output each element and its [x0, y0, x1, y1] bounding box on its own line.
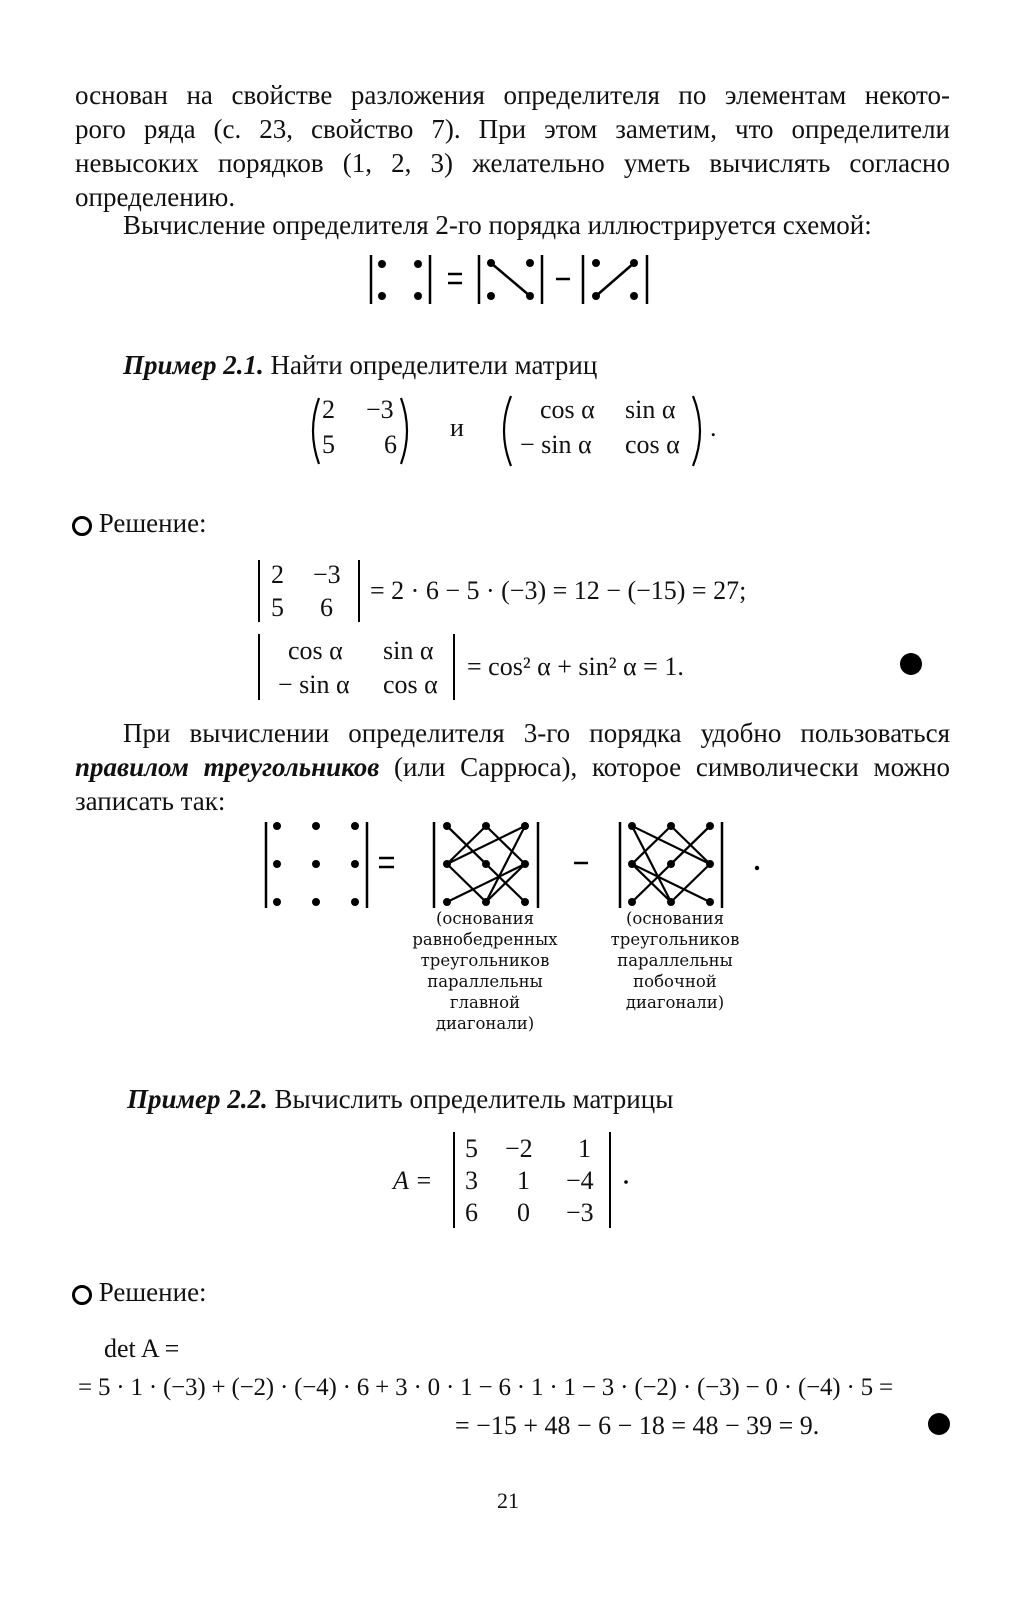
- intro-line-2: рого ряда (с. 23, свойство 7). При этом заметим, что определители: [75, 114, 950, 144]
- det-1-a22: 6: [320, 593, 333, 622]
- solution-2-heading: [72, 1275, 207, 1309]
- solution-circle-icon: [72, 516, 92, 536]
- example-2-1-heading: [123, 348, 597, 382]
- sarrus-line-3: записать так:: [75, 786, 226, 816]
- caption-secondary-diagonal: [585, 908, 765, 1013]
- solution-circle-icon: [72, 1285, 92, 1305]
- matrix-2-a21: − sin α: [520, 430, 592, 459]
- det-1-a21: 5: [271, 593, 284, 622]
- caption-left-line: треугольников: [420, 951, 550, 970]
- example-2-2-text: Вычислить определитель матрицы: [274, 1084, 674, 1114]
- caption-right-line: диагонали): [625, 993, 725, 1012]
- matrix-1-a12: −3: [366, 395, 394, 424]
- intro-line-3: невысоких порядков (1, 2, 3) желательно уметь вычислять согласно: [75, 148, 950, 178]
- det-a-line-1: det A =: [104, 1334, 180, 1363]
- caption-right-line: треугольников: [610, 930, 740, 949]
- caption-left-line: равнобедренных: [412, 930, 558, 949]
- matrix-a-r1c2: −2: [505, 1134, 533, 1163]
- caption-left-line: диагонали): [435, 1014, 535, 1033]
- scheme-sentence: Вычисление определителя 2-го порядка иллюстрируется схемой:: [123, 210, 872, 240]
- matrix-2-a12: sin α: [625, 395, 676, 424]
- matrix-a-r2c1: 3: [465, 1166, 478, 1195]
- example-2-2-label: Пример 2.2.: [127, 1084, 268, 1114]
- det-2-a22: cos α: [383, 670, 438, 699]
- matrix-a-r1c1: 5: [465, 1134, 478, 1163]
- solution-1-heading: [72, 506, 207, 540]
- caption-left-line: (основания: [435, 909, 535, 928]
- caption-left-line: параллельны: [427, 972, 543, 991]
- det-a-line-2: = 5 · 1 · (−3) + (−2) · (−4) · 6 + 3 · 0 · 1 − 6 · 1 · 1 − 3 · (−2) · (−3) − 0 · (−4) · 5 =: [78, 1374, 893, 1401]
- matrix-2-a11: cos α: [540, 395, 595, 424]
- matrix-a-name: [393, 1166, 432, 1196]
- end-of-solution-icon: [900, 653, 922, 675]
- solution-1-label: Решение:: [98, 508, 207, 538]
- det-2-a12: sin α: [383, 636, 434, 665]
- caption-left-line: главной: [449, 993, 521, 1012]
- det-1-a11: 2: [271, 560, 284, 589]
- matrix-a-r3c3: −3: [566, 1198, 594, 1227]
- matrix-1-a22: 6: [384, 430, 397, 459]
- det-2-a11: cos α: [288, 636, 343, 665]
- example-2-1-text: Найти определители матриц: [270, 350, 598, 380]
- matrix-a-r2c2: 1: [517, 1166, 530, 1195]
- solution-2-label: Решение:: [98, 1277, 207, 1307]
- det-2-a21: − sin α: [278, 670, 350, 699]
- matrix-a-r2c3: −4: [566, 1166, 594, 1195]
- matrix-1-a11: 2: [322, 395, 335, 424]
- caption-right-line: (основания: [625, 909, 725, 928]
- caption-main-diagonal: [395, 908, 575, 1034]
- conjunction-and: и: [450, 413, 464, 442]
- sarrus-rule-name: правилом треугольников: [75, 752, 380, 782]
- equation-2: = cos² α + sin² α = 1.: [467, 652, 684, 681]
- matrix-2-a22: cos α: [625, 430, 680, 459]
- intro-line-4: определению.: [75, 182, 236, 212]
- matrices-period: .: [710, 413, 717, 442]
- page-number: 21: [497, 1488, 519, 1513]
- caption-right-line: параллельны: [617, 951, 733, 970]
- matrix-a-r3c1: 6: [465, 1198, 478, 1227]
- matrix-1-a21: 5: [322, 430, 335, 459]
- sarrus-line-2-rest: (или Саррюса), которое символически можно: [394, 752, 950, 782]
- equation-1: = 2 · 6 − 5 · (−3) = 12 − (−15) = 27;: [370, 576, 747, 605]
- det-1-a12: −3: [313, 560, 341, 589]
- intro-line-1: основан на свойстве разложения определителя по элементам некото-: [75, 80, 950, 110]
- caption-right-line: побочной: [633, 972, 717, 991]
- sarrus-line-2: [75, 750, 950, 784]
- example-2-2-heading: [127, 1082, 673, 1116]
- end-of-solution-icon: [928, 1413, 950, 1435]
- sarrus-diagram: [260, 818, 760, 914]
- matrix-a-r3c2: 0: [517, 1198, 530, 1227]
- det-a-line-3: = −15 + 48 − 6 − 18 = 48 − 39 = 9.: [455, 1411, 820, 1440]
- sarrus-line-1: При вычислении определителя 3-го порядка удобно пользоваться: [123, 718, 950, 748]
- det2-scheme-diagram: [360, 252, 660, 308]
- matrix-a-label: A =: [393, 1166, 433, 1195]
- matrix-a-r1c3: 1: [578, 1134, 591, 1163]
- example-2-1-label: Пример 2.1.: [123, 350, 264, 380]
